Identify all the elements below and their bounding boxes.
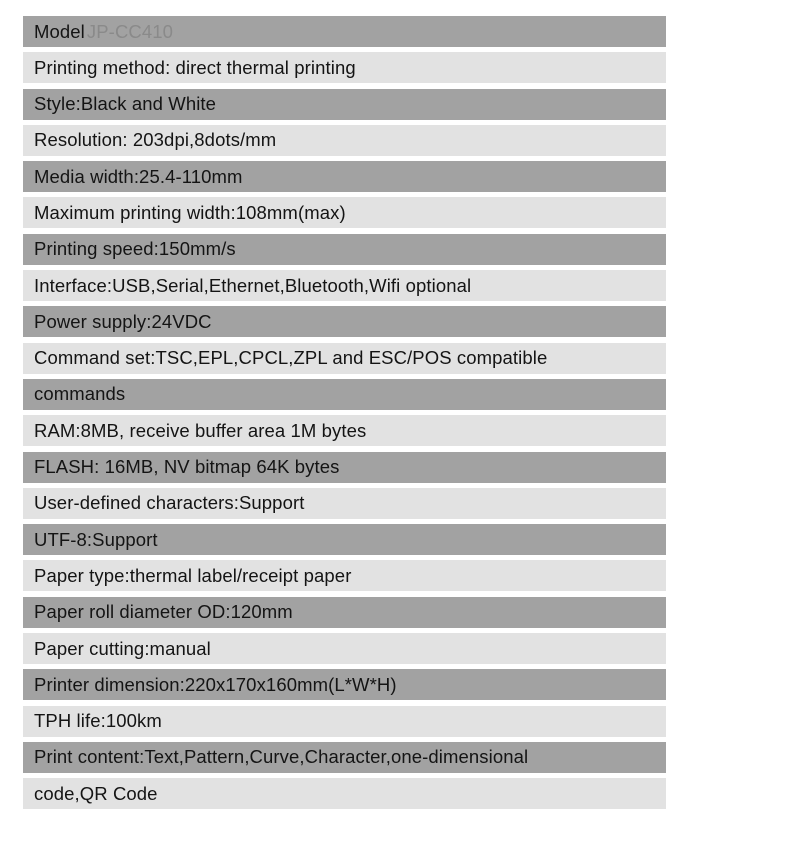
spec-row-command-set: Command set:TSC,EPL,CPCL,ZPL and ESC/POS compatible <box>23 343 666 374</box>
spec-row-printer-dimension: Printer dimension:220x170x160mm(L*W*H) <box>23 669 666 700</box>
spec-row-printing-method: Printing method: direct thermal printing <box>23 52 666 83</box>
spec-row-user-defined-characters: User-defined characters:Support <box>23 488 666 519</box>
spec-row-print-content-continued: code,QR Code <box>23 778 666 809</box>
spec-table <box>23 16 666 815</box>
spec-row-paper-cutting: Paper cutting:manual <box>23 633 666 664</box>
spec-row-model <box>23 16 666 47</box>
spec-row-paper-type: Paper type:thermal label/receipt paper <box>23 560 666 591</box>
spec-row-style: Style:Black and White <box>23 89 666 120</box>
spec-row-power-supply: Power supply:24VDC <box>23 306 666 337</box>
spec-row-paper-roll-diameter: Paper roll diameter OD:120mm <box>23 597 666 628</box>
model-value: JP-CC410 <box>86 20 174 42</box>
spec-row-resolution: Resolution: 203dpi,8dots/mm <box>23 125 666 156</box>
spec-row-printing-speed: Printing speed:150mm/s <box>23 234 666 265</box>
spec-row-print-content: Print content:Text,Pattern,Curve,Character,one-dimensional <box>23 742 666 773</box>
spec-row-media-width: Media width:25.4-110mm <box>23 161 666 192</box>
spec-row-tph-life: TPH life:100km <box>23 706 666 737</box>
spec-row-utf8: UTF-8:Support <box>23 524 666 555</box>
spec-row-flash: FLASH: 16MB, NV bitmap 64K bytes <box>23 452 666 483</box>
spec-row-max-printing-width: Maximum printing width:108mm(max) <box>23 197 666 228</box>
spec-row-interface: Interface:USB,Serial,Ethernet,Bluetooth,Wifi optional <box>23 270 666 301</box>
spec-row-command-set-continued: commands <box>23 379 666 410</box>
model-label: Model <box>34 20 85 42</box>
spec-row-ram: RAM:8MB, receive buffer area 1M bytes <box>23 415 666 446</box>
